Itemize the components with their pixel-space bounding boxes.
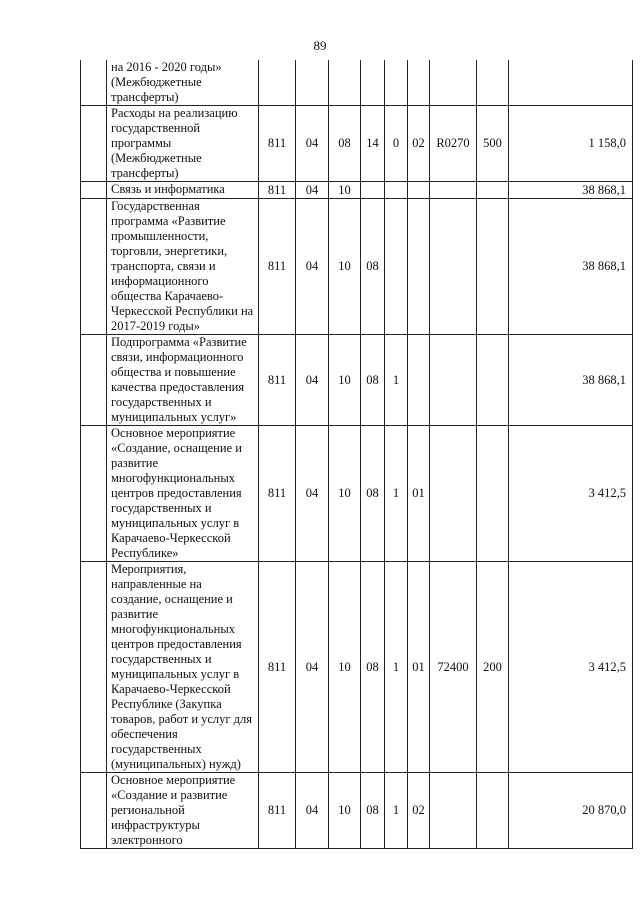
table-row [81,106,633,182]
amount-cell: 3 412,5 [509,562,633,773]
direction-code-cell [430,199,477,335]
gp-code-cell [259,60,296,106]
subprogram-code-cell: 1 [385,773,408,849]
program-code-cell: 08 [361,426,385,562]
program-code-cell: 08 [361,335,385,426]
program-code-cell: 14 [361,106,385,182]
section-code-cell: 04 [296,773,329,849]
gp-code-cell: 811 [259,106,296,182]
subprogram-code-cell: 1 [385,426,408,562]
event-code-cell: 01 [408,562,430,773]
row-number-cell [81,773,107,849]
subsection-code-cell: 10 [329,182,361,199]
amount-cell: 3 412,5 [509,426,633,562]
row-number-cell [81,426,107,562]
budget-table [80,60,633,849]
program-code-cell: 08 [361,199,385,335]
row-number-cell [81,182,107,199]
table-row [81,199,633,335]
row-number-cell [81,562,107,773]
direction-code-cell [430,335,477,426]
item-name-cell: Мероприятия, направленные на создание, оснащение и развитие многофункциональных центров предоставления государственных и муниципальных услуг в Карачаево-Черкесской Республике (Закупка товаров, работ и услуг для обеспечения государственных (муниципальных) нужд) [107,562,259,773]
event-code-cell [408,199,430,335]
subsection-code-cell: 10 [329,562,361,773]
gp-code-cell: 811 [259,562,296,773]
item-name-cell: Подпрограмма «Развитие связи, информационного общества и повышение качества предоставления государственных и муниципальных услуг» [107,335,259,426]
subprogram-code-cell [385,182,408,199]
expense-type-cell [477,335,509,426]
subprogram-code-cell [385,60,408,106]
table-row [81,182,633,199]
expense-type-cell [477,773,509,849]
section-code-cell: 04 [296,199,329,335]
event-code-cell [408,335,430,426]
event-code-cell [408,60,430,106]
subsection-code-cell: 10 [329,199,361,335]
section-code-cell: 04 [296,106,329,182]
row-number-cell [81,60,107,106]
event-code-cell: 02 [408,773,430,849]
expense-type-cell [477,182,509,199]
direction-code-cell [430,426,477,562]
direction-code-cell [430,773,477,849]
direction-code-cell: R0270 [430,106,477,182]
subprogram-code-cell: 0 [385,106,408,182]
subsection-code-cell [329,60,361,106]
gp-code-cell: 811 [259,426,296,562]
program-code-cell: 08 [361,773,385,849]
item-name-cell: Связь и информатика [107,182,259,199]
gp-code-cell: 811 [259,199,296,335]
event-code-cell: 02 [408,106,430,182]
subprogram-code-cell [385,199,408,335]
item-name-cell: Расходы на реализацию государственной программы (Межбюджетные трансферты) [107,106,259,182]
item-name-cell: Основное мероприятие «Создание и развитие региональной инфраструктуры электронного [107,773,259,849]
section-code-cell: 04 [296,335,329,426]
row-number-cell [81,106,107,182]
program-code-cell [361,182,385,199]
event-code-cell: 01 [408,426,430,562]
gp-code-cell: 811 [259,335,296,426]
amount-cell: 20 870,0 [509,773,633,849]
item-name-cell: Основное мероприятие «Создание, оснащение и развитие многофункциональных центров предоставления государственных и муниципальных услуг в Карачаево-Черкесской Республике» [107,426,259,562]
item-name-cell: на 2016 - 2020 годы» (Межбюджетные трансферты) [107,60,259,106]
expense-type-cell: 500 [477,106,509,182]
table-row [81,562,633,773]
table-row [81,60,633,106]
page-number: 89 [313,38,327,53]
direction-code-cell [430,182,477,199]
amount-cell: 38 868,1 [509,182,633,199]
section-code-cell: 04 [296,182,329,199]
expense-type-cell [477,426,509,562]
direction-code-cell: 72400 [430,562,477,773]
subprogram-code-cell: 1 [385,562,408,773]
table-row [81,773,633,849]
table-row [81,335,633,426]
section-code-cell [296,60,329,106]
subsection-code-cell: 08 [329,106,361,182]
row-number-cell [81,199,107,335]
amount-cell [509,60,633,106]
subsection-code-cell: 10 [329,773,361,849]
program-code-cell: 08 [361,562,385,773]
event-code-cell [408,182,430,199]
section-code-cell: 04 [296,426,329,562]
item-name-cell: Государственная программа «Развитие промышленности, торговли, энергетики, транспорта, связи и информационного общества Карачаево-Черкесской Республики на 2017-2019 годы» [107,199,259,335]
amount-cell: 38 868,1 [509,335,633,426]
table-row [81,426,633,562]
direction-code-cell [430,60,477,106]
gp-code-cell: 811 [259,182,296,199]
expense-type-cell [477,199,509,335]
section-code-cell: 04 [296,562,329,773]
row-number-cell [81,335,107,426]
expense-type-cell: 200 [477,562,509,773]
subsection-code-cell: 10 [329,335,361,426]
amount-cell: 38 868,1 [509,199,633,335]
gp-code-cell: 811 [259,773,296,849]
amount-cell: 1 158,0 [509,106,633,182]
expense-type-cell [477,60,509,106]
subsection-code-cell: 10 [329,426,361,562]
program-code-cell [361,60,385,106]
subprogram-code-cell: 1 [385,335,408,426]
